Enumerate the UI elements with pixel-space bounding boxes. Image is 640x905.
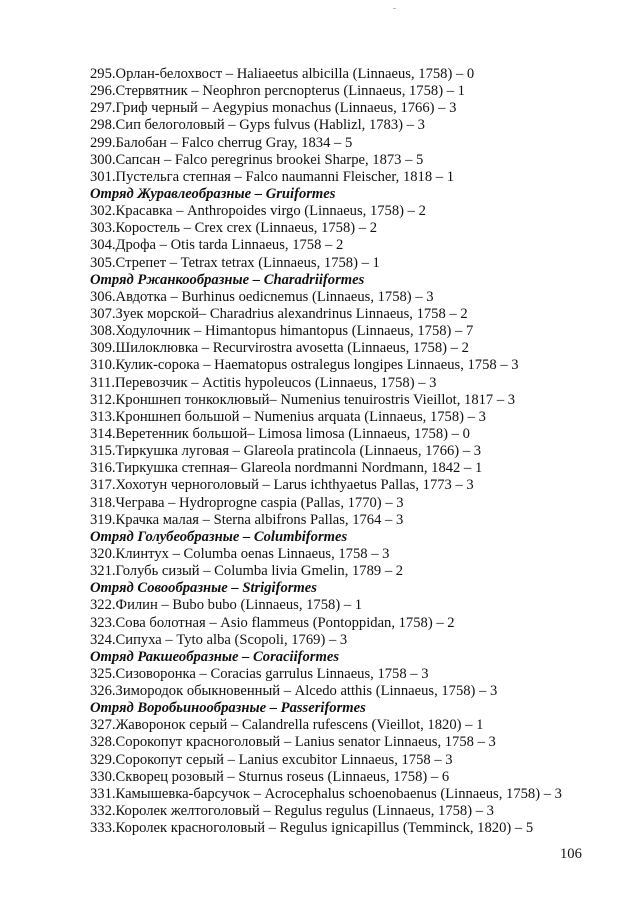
species-entry: 315.Тиркушка луговая – Glareola pratincola (Linnaeus, 1766) – 3 (90, 443, 482, 460)
species-entry: 312.Кроншнеп тонкоклювый– Numenius tenuirostris Vieillot, 1817 – 3 (90, 391, 516, 408)
species-entry: 327.Жаворонок серый – Calandrella rufescens (Vieillot, 1820) – 1 (90, 717, 484, 734)
species-entry: 296.Стервятник – Neophron percnopterus (Linnaeus, 1758) – 1 (90, 83, 465, 100)
species-entry: 303.Коростель – Crex crex (Linnaeus, 1758) – 2 (90, 220, 378, 237)
species-entry: 316.Тиркушка степная– Glareola nordmanni Nordmann, 1842 – 1 (90, 460, 483, 477)
species-entry: 323.Сова болотная – Asio flammeus (Pontoppidan, 1758) – 2 (90, 614, 455, 631)
species-entry: 300.Сапсан – Falco peregrinus brookei Sharpe, 1873 – 5 (90, 151, 424, 168)
species-entry: 295.Орлан-белохвост – Haliaeetus albicilla (Linnaeus, 1758) – 0 (90, 66, 475, 82)
species-entry: 311.Перевозчик – Actitis hypoleucos (Linnaeus, 1758) – 3 (90, 374, 437, 391)
species-entry: 313.Кроншнеп большой – Numenius arquata (Linnaeus, 1758) – 3 (90, 408, 486, 425)
species-entry: 328.Сорокопут красноголовый – Lanius senator Linnaeus, 1758 – 3 (90, 734, 496, 751)
species-entry: 331.Камышевка-барсучок – Acrocephalus schoenobaenus (Linnaeus, 1758) – 3 (90, 785, 562, 802)
species-entry: 317.Хохотун черноголовый – Larus ichthyaetus Pallas, 1773 – 3 (90, 477, 474, 494)
order-heading: Отряд Ракшеобразные – Coraciiformes (90, 648, 339, 665)
order-heading: Отряд Совообразные – Strigiformes (90, 580, 317, 597)
species-entry: 297.Гриф черный – Aegypius monachus (Linnaeus, 1766) – 3 (90, 100, 457, 117)
page-number: 106 (560, 846, 582, 862)
species-list (90, 66, 630, 837)
species-entry: 301.Пустельга степная – Falco naumanni Fleischer, 1818 – 1 (90, 168, 455, 185)
species-entry: 299.Балобан – Falco cherrug Gray, 1834 – 5 (90, 134, 353, 151)
species-entry: 321.Голубь сизый – Columba livia Gmelin, 1789 – 2 (90, 563, 404, 580)
species-entry: 320.Клинтух – Columba oenas Linnaeus, 1758 – 3 (90, 545, 390, 562)
species-entry: 325.Сизоворонка – Coracias garrulus Linnaeus, 1758 – 3 (90, 665, 429, 682)
order-heading: Отряд Воробьинообразные – Passeriformes (90, 700, 366, 717)
species-entry: 318.Чеграва – Hydroprogne caspia (Pallas, 1770) – 3 (90, 494, 404, 511)
order-heading: Отряд Журавлеобразные – Gruiformes (90, 185, 336, 202)
species-entry: 298.Сип белоголовый – Gyps fulvus (Hablizl, 1783) – 3 (90, 117, 425, 134)
species-entry: 304.Дрофа – Otis tarda Linnaeus, 1758 – 2 (90, 237, 344, 254)
species-entry: 308.Ходулочник – Himantopus himantopus (Linnaeus, 1758) – 7 (90, 323, 474, 340)
species-entry: 307.Зуек морской– Charadrius alexandrinus Linnaeus, 1758 – 2 (90, 305, 468, 322)
species-entry: 330.Скворец розовый – Sturnus roseus (Linnaeus, 1758) – 6 (90, 768, 450, 785)
species-entry: 306.Авдотка – Burhinus oedicnemus (Linnaeus, 1758) – 3 (90, 288, 434, 305)
species-entry: 309.Шилоклювка – Recurvirostra avosetta (Linnaeus, 1758) – 2 (90, 340, 469, 357)
species-entry: 302.Красавка – Anthropoides virgo (Linnaeus, 1758) – 2 (90, 203, 426, 220)
order-heading: Отряд Ржанкообразные – Charadriiformes (90, 271, 365, 288)
species-entry: 329.Сорокопут серый – Lanius excubitor Linnaeus, 1758 – 3 (90, 751, 453, 768)
species-entry: 333.Королек красноголовый – Regulus ignicapillus (Temminck, 1820) – 5 (90, 820, 534, 837)
species-entry: 305.Стрепет – Tetrax tetrax (Linnaeus, 1758) – 1 (90, 254, 380, 271)
species-entry: 326.Зимородок обыкновенный – Alcedo atthis (Linnaeus, 1758) – 3 (90, 683, 498, 700)
species-entry: 314.Веретенник большой– Limosa limosa (Linnaeus, 1758) – 0 (90, 425, 470, 442)
species-entry: 310.Кулик-сорока – Haematopus ostralegus longipes Linnaeus, 1758 – 3 (90, 357, 519, 374)
species-entry: 319.Крачка малая – Sterna albifrons Pallas, 1764 – 3 (90, 511, 404, 528)
scan-artifact (393, 8, 396, 9)
species-entry: 332.Королек желтоголовый – Regulus regulus (Linnaeus, 1758) – 3 (90, 803, 494, 820)
species-entry: 322.Филин – Bubo bubo (Linnaeus, 1758) – 1 (90, 597, 363, 614)
species-entry: 324.Сипуха – Tyto alba (Scopoli, 1769) – 3 (90, 631, 348, 648)
order-heading: Отряд Голубеобразные – Columbiformes (90, 528, 348, 545)
